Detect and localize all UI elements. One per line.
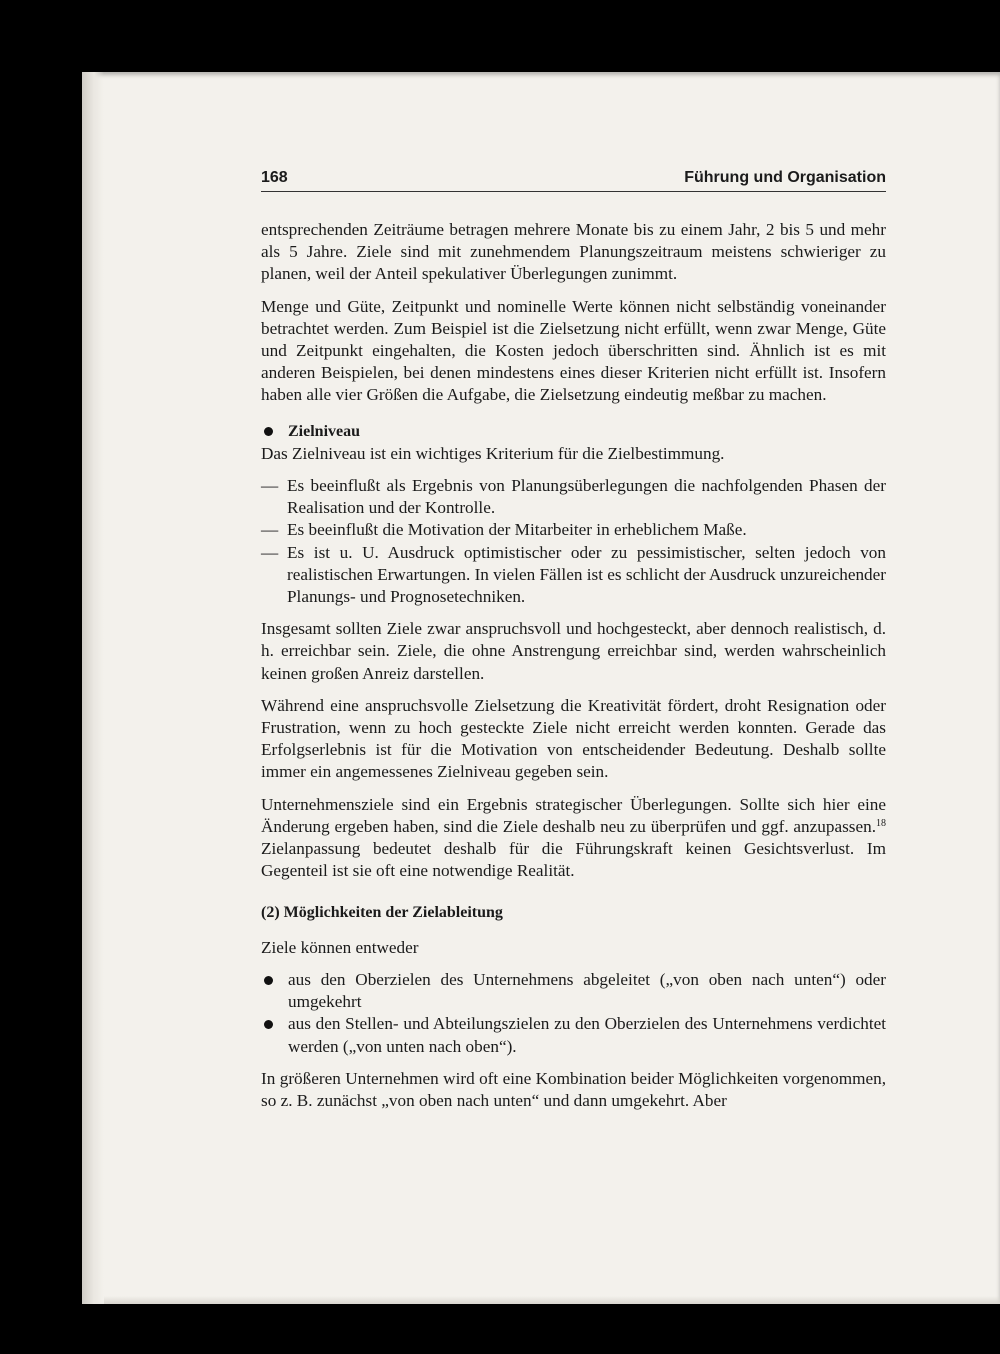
- list-item-text: Es ist u. U. Ausdruck optimistischer oder zu pessimistischer, selten jedoch von realistischen Erwartungen. In vielen Fällen ist es schlicht der Ausdruck unzureichender Planungs- und Prognosetechniken.: [287, 542, 886, 607]
- paragraph-menge-guete: Menge und Güte, Zeitpunkt und nominelle Werte können nicht selbständig voneinander betrachtet werden. Zum Beispiel ist die Zielsetzung nicht erfüllt, wenn zwar Menge, Güte und Zeitpunkt eingehalten, die Kosten jedoch überschritten sind. Ähnlich ist es mit anderen Beispielen, bei denen mindestens eines dieser Kriterien nicht erfüllt ist. Insofern haben alle vier Größen die Aufgabe, die Zielsetzung eindeutig meßbar zu machen.: [261, 296, 886, 405]
- dash-icon: —: [261, 476, 279, 496]
- bullet-dot-icon: [264, 976, 273, 985]
- list-item-text: Es beeinflußt die Motivation der Mitarbeiter in erheblichem Maße.: [287, 520, 747, 540]
- list-item-text: aus den Stellen- und Abteilungszielen zu den Oberzielen des Unternehmens verdichtet werden („von unten nach oben“).: [288, 1014, 886, 1056]
- zielableitung-intro: Ziele können entweder: [261, 937, 419, 957]
- list-item: [261, 1013, 886, 1057]
- zielableitung-bullet-list: [261, 969, 886, 1058]
- paragraph-kombination: In größeren Unternehmen wird oft eine Kombination beider Möglichkeiten vorgenommen, so z. B. zunächst „von oben nach unten“ und dann umgekehrt. Aber: [261, 1068, 886, 1110]
- section-heading-zielableitung: (2) Möglichkeiten der Zielableitung: [261, 904, 503, 922]
- zielniveau-dash-list: [261, 475, 886, 608]
- paragraph-zeitraeume: entsprechenden Zeiträume betragen mehrere Monate bis zu einem Jahr, 2 bis 5 und mehr als 5 Jahre. Ziele sind mit zunehmendem Planungszeitraum meistens schwieriger zu planen, weil der Anteil spekulativer Überlegungen zunimmt.: [261, 220, 886, 284]
- paragraph-text: Zielanpassung bedeutet deshalb für die Führungskraft keinen Gesichtsverlust. Im Gegenteil ist sie oft eine notwendige Realität.: [261, 839, 886, 881]
- running-title: Führung und Organisation: [684, 169, 886, 186]
- list-item: [261, 519, 886, 541]
- list-item: [261, 969, 886, 1013]
- paragraph-anspruchsvoll: Insgesamt sollten Ziele zwar anspruchsvoll und hochgesteckt, aber dennoch realistisch, d. h. erreichbar sein. Ziele, die ohne Anstrengung erreichbar sind, werden wahrscheinlich keinen großen Anreiz darstellen.: [261, 619, 886, 683]
- zielniveau-heading: [261, 421, 886, 443]
- page-bottom-edge: [104, 1296, 1000, 1304]
- zielniveau-intro: Das Zielniveau ist ein wichtiges Kriterium für die Zielbestimmung.: [261, 443, 725, 463]
- paragraph-text: Unternehmensziele sind ein Ergebnis strategischer Überlegungen. Sollte sich hier eine Änderung ergeben haben, sind die Ziele deshalb neu zu überprüfen und ggf. anzupassen.: [261, 794, 886, 836]
- bullet-dot-icon: [264, 1020, 273, 1029]
- page-number: 168: [261, 169, 288, 186]
- page-binding-shadow: [82, 72, 104, 1304]
- list-item: [261, 542, 886, 609]
- paragraph-unternehmensziele: [261, 794, 886, 883]
- dash-icon: —: [261, 520, 279, 540]
- bullet-dot-icon: [264, 427, 273, 436]
- running-header: [261, 166, 886, 192]
- page-body: [261, 219, 886, 1122]
- paragraph-kreativitaet: Während eine anspruchsvolle Zielsetzung die Kreativität fördert, droht Resignation oder Frustration, wenn zu hoch gesteckte Ziele nicht erreicht werden konnten. Gerade das Erfolgserlebnis ist für die Motivation von entscheidender Bedeutung. Deshalb sollte immer ein angemessenes Zielniveau gegeben sein.: [261, 695, 886, 782]
- dash-icon: —: [261, 542, 279, 562]
- list-item: [261, 475, 886, 519]
- zielniveau-heading-text: Zielniveau: [288, 422, 361, 440]
- footnote-ref: 18: [876, 817, 886, 829]
- list-item-text: Es beeinflußt als Ergebnis von Planungsüberlegungen die nachfolgenden Phasen der Realisation und der Kontrolle.: [287, 476, 886, 518]
- list-item-text: aus den Oberzielen des Unternehmens abgeleitet („von oben nach unten“) oder umgekehrt: [288, 969, 886, 1012]
